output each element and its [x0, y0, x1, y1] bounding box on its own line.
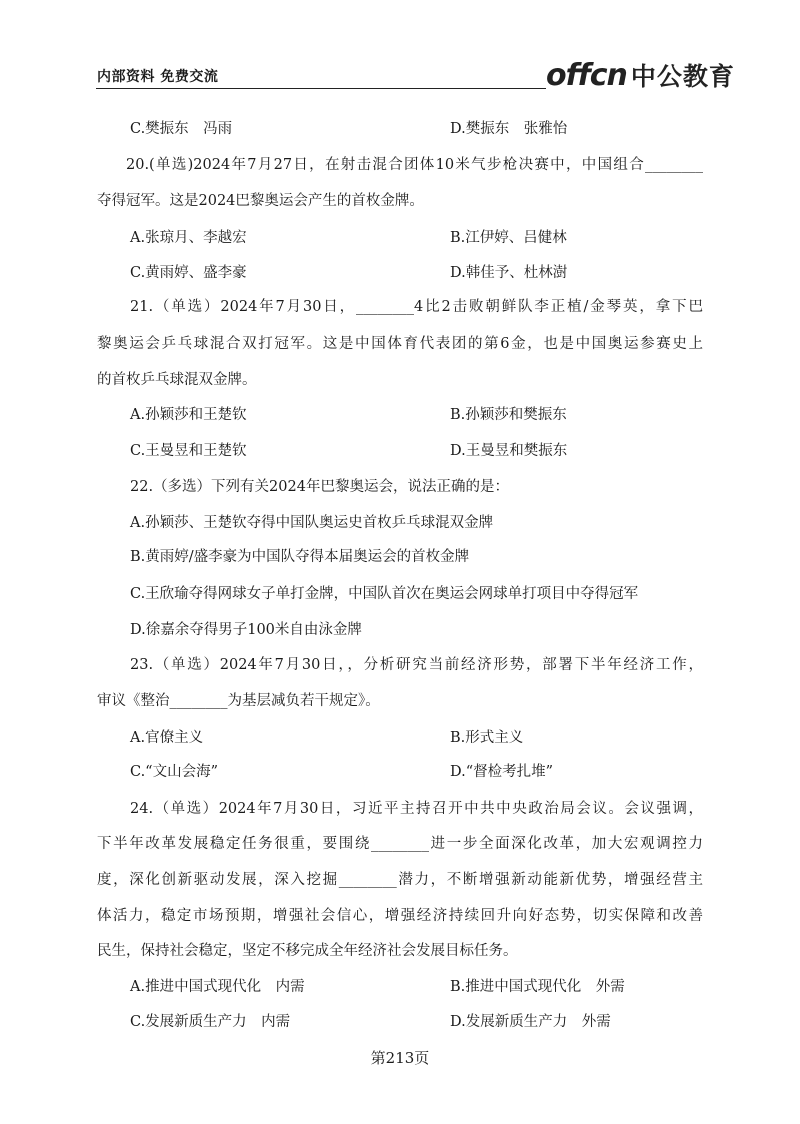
q24-option-a: A.推进中国式现代化 内需	[130, 979, 305, 995]
q23-option-d: D.“督检考扎堆”	[450, 764, 554, 780]
q23-option-c: C.“文山会海”	[130, 764, 219, 780]
q24-option-c: C.发展新质生产力 内需	[130, 1014, 291, 1030]
logo-latin-text: offcn	[546, 57, 627, 93]
q24-option-b: B.推进中国式现代化 外需	[450, 979, 625, 995]
logo-chinese-text: 中公教育	[630, 62, 735, 91]
q23-stem-line1: 23.（单选）2024年7月30日，，分析研究当前经济形势，部署下半年经济工作，	[130, 657, 703, 673]
q20-option-b: B.江伊婷、吕健林	[450, 230, 567, 246]
q24-stem-line4: 体活力，稳定市场预期，增强社会信心，增强经济持续回升向好态势，切实保障和改善	[97, 908, 703, 924]
q23-option-b: B.形式主义	[450, 730, 524, 746]
q24-stem-line3: 度，深化创新驱动发展，深入挖掘________潜力，不断增强新动能新优势，增强经营主	[97, 872, 703, 888]
q21-option-b: B.孙颖莎和樊振东	[450, 407, 567, 423]
q23-option-a: A.官僚主义	[130, 730, 204, 746]
q21-stem-line3: 的首枚乒乓球混双金牌。	[97, 372, 257, 388]
q22-option-a: A.孙颖莎、王楚钦夺得中国队奥运史首枚乒乓球混双金牌	[130, 515, 494, 531]
q21-option-d: D.王曼昱和樊振东	[450, 443, 568, 459]
header-divider	[96, 88, 546, 89]
q20-option-d: D.韩佳予、杜林澍	[450, 265, 568, 281]
q22-option-c: C.王欣瑜夺得网球女子单打金牌，中国队首次在奥运会网球单打项目中夺得冠军	[130, 586, 639, 602]
q21-stem-line1: 21.（单选）2024年7月30日，________4比2击败朝鲜队李正植/金琴英，拿下巴	[130, 299, 703, 315]
q21-option-a: A.孙颖莎和王楚钦	[130, 407, 247, 423]
q20-option-a: A.张琼月、李越宏	[130, 230, 247, 246]
q21-stem-line2: 黎奥运会乒乓球混合双打冠军。这是中国体育代表团的第6金，也是中国奥运参赛史上	[97, 336, 703, 352]
q21-option-c: C.王曼昱和王楚钦	[130, 443, 247, 459]
page-number: 第213页	[370, 1049, 430, 1067]
q24-option-d: D.发展新质生产力 外需	[450, 1014, 611, 1030]
offcn-logo	[546, 58, 735, 92]
q24-stem-line2: 下半年改革发展稳定任务很重，要围绕________进一步全面深化改革，加大宏观调控力	[97, 836, 703, 852]
q22-option-b: B.黄雨婷/盛李豪为中国队夺得本届奥运会的首枚金牌	[130, 549, 470, 565]
q24-stem-line1: 24.（单选）2024年7月30日，习近平主持召开中共中央政治局会议。会议强调，	[130, 801, 703, 817]
q22-stem: 22.（多选）下列有关2024年巴黎奥运会，说法正确的是：	[130, 479, 509, 495]
header-label: 内部资料 免费交流	[97, 69, 219, 85]
q20-option-c: C.黄雨婷、盛李豪	[130, 265, 247, 281]
q23-stem-line2: 审议《整治________为基层减负若干规定》。	[97, 693, 380, 709]
q20-stem-line2: 夺得冠军。这是2024巴黎奥运会产生的首枚金牌。	[97, 193, 424, 209]
q20-stem-line1: 20.(单选)2024年7月27日，在射击混合团体10米气步枪决赛中，中国组合________	[126, 157, 703, 173]
q24-stem-line5: 民生，保持社会稳定，坚定不移完成全年经济社会发展目标任务。	[97, 943, 518, 959]
q19-option-c: C.樊振东 冯雨	[130, 121, 233, 137]
q19-option-d: D.樊振东 张雅怡	[450, 121, 568, 137]
q22-option-d: D.徐嘉余夺得男子100米自由泳金牌	[130, 622, 362, 638]
